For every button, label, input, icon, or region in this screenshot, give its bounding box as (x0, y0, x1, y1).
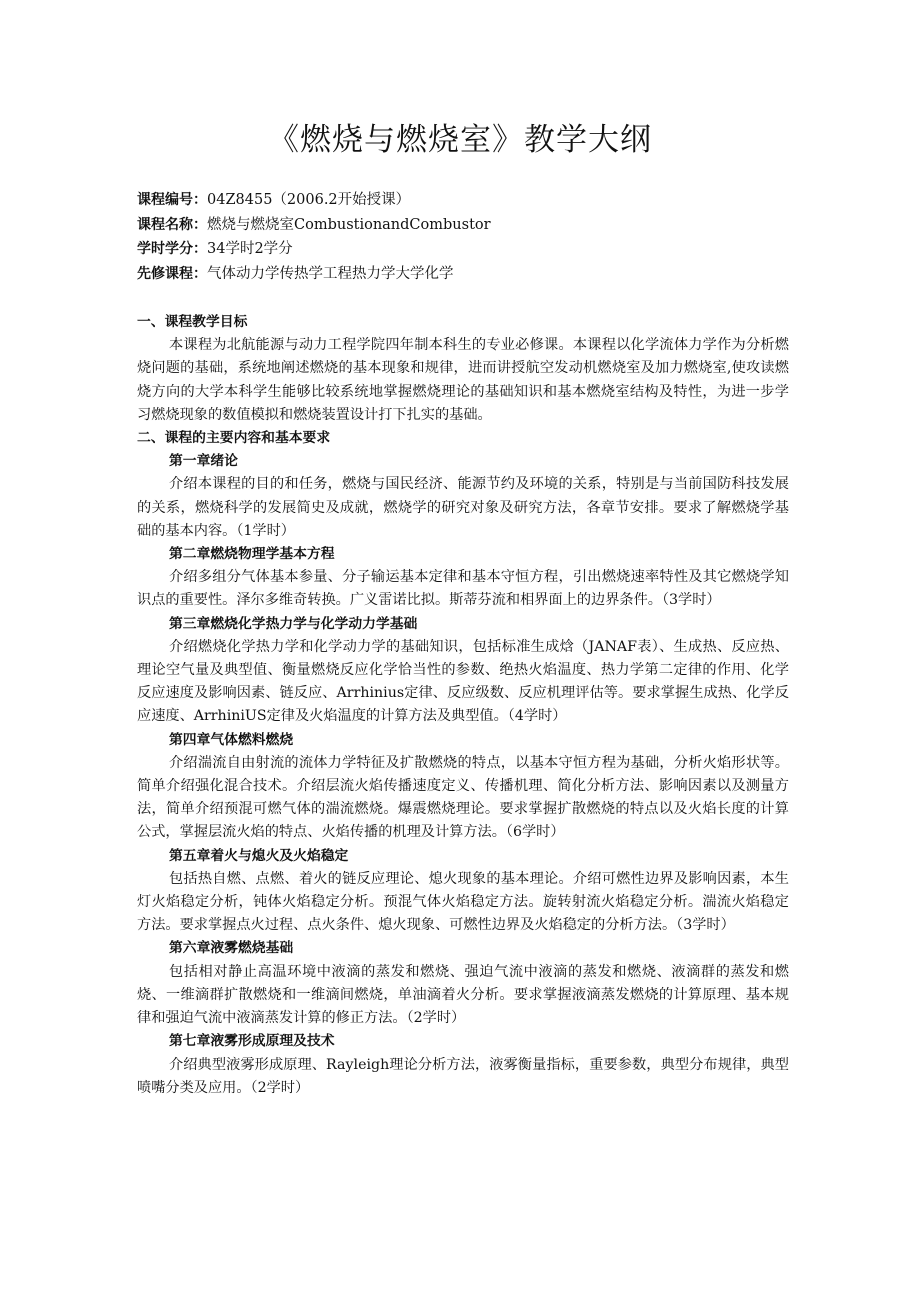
hours-row (137, 237, 797, 262)
chapter-7-text: 介绍典型液雾形成原理、Rayleigh理论分析方法，液雾衡量指标，重要参数，典型分布规律，典型喷嘴分类及应用。（2学时） (137, 1056, 789, 1096)
course-name-row (137, 213, 797, 238)
chapter-6-title: 第六章液雾燃烧基础 (169, 940, 294, 957)
chapter-3-text: 介绍燃烧化学热力学和化学动力学的基础知识，包括标准生成焓（JANAF表）、生成热、反应热、理论空气量及典型值、衡量燃烧反应化学恰当性的参数、绝热火焰温度、热力学第二定律的作用、化学反应速度及影响因素、链反应、Arrhinius定律、反应级数、反应机理评估等。要求掌握生成热、化学反应速度、ArrhiniUS定律及火焰温度的计算方法及典型值。（4学时） (137, 638, 789, 725)
page-title: 《燃烧与燃烧室》教学大纲 (268, 122, 652, 158)
prereq-label: 先修课程： (137, 265, 207, 282)
chapter-1-title: 第一章绪论 (169, 453, 238, 470)
chapter-2-text: 介绍多组分气体基本参量、分子输运基本定律和基本守恒方程，引出燃烧速率特性及其它燃烧学知识点的重要性。泽尔多维奇转换。广义雷诺比拟。斯蒂芬流和相界面上的边界条件。（3学时） (137, 569, 789, 609)
chapter-7-title: 第七章液雾形成原理及技术 (169, 1033, 335, 1050)
chapter-4-text: 介绍湍流自由射流的流体力学特征及扩散燃烧的特点，以基本守恒方程为基础，分析火焰形状等。简单介绍强化混合技术。介绍层流火焰传播速度定义、传播机理、简化分析方法、影响因素以及测量方法，简单介绍预混可燃气体的湍流燃烧。爆震燃烧理论。要求掌握扩散燃烧的特点以及火焰长度的计算公式，掌握层流火焰的特点、火焰传播的机理及计算方法。（6学时） (137, 754, 789, 841)
document-body (137, 311, 789, 1100)
hours-label: 学时学分： (137, 241, 207, 257)
chapter-1-text: 介绍本课程的目的和任务，燃烧与国民经济、能源节约及环境的关系，特别是与当前国防科技发展的关系，燃烧科学的发展简史及成就，燃烧学的研究对象及研究方法，各章节安排。要求了解燃烧学基础的基本内容。（1学时） (137, 476, 789, 539)
chapter-5-title: 第五章着火与熄火及火焰稳定 (169, 847, 349, 864)
course-name-value: 燃烧与燃烧室CombustionandCombustor (207, 216, 491, 233)
section-heading-objectives: 一、课程教学目标 (137, 314, 248, 330)
prereq-value: 气体动力学传热学工程热力学大学化学 (207, 265, 454, 282)
course-code-label: 课程编号： (137, 192, 207, 208)
course-code-value: 04Z8455（2006.2开始授课） (207, 192, 411, 208)
section-heading-content: 二、课程的主要内容和基本要求 (137, 430, 331, 447)
course-name-label: 课程名称： (137, 216, 207, 233)
course-code-row (137, 188, 797, 213)
chapter-6-text: 包括相对静止高温环境中液滴的蒸发和燃烧、强迫气流中液滴的蒸发和燃烧、液滴群的蒸发和燃烧、一维滴群扩散燃烧和一维滴间燃烧，单油滴着火分析。要求掌握液滴蒸发燃烧的计算原理、基本规律和强迫气流中液滴蒸发计算的修正方法。（2学时） (137, 963, 789, 1027)
chapter-3-title: 第三章燃烧化学热力学与化学动力学基础 (169, 615, 418, 632)
chapter-5-text: 包括热自燃、点燃、着火的链反应理论、熄火现象的基本理论。介绍可燃性边界及影响因素，本生灯火焰稳定分析，钝体火焰稳定分析。预混气体火焰稳定方法。旋转射流火焰稳定分析。湍流火焰稳定方法。要求掌握点火过程、点火条件、熄火现象、可燃性边界及火焰稳定的分析方法。（3学时） (137, 870, 789, 934)
prereq-row (137, 262, 797, 287)
course-meta (137, 188, 797, 286)
objectives-paragraph: 本课程为北航能源与动力工程学院四年制本科生的专业必修课。本课程以化学流体力学作为分析燃烧问题的基础，系统地阐述燃烧的基本现象和规律，进而讲授航空发动机燃烧室及加力燃烧室,使攻读燃烧方向的大学本科学生能够比较系统地掌握燃烧理论的基础知识和基本燃烧室结构及特性，为进一步学习燃烧现象的数值模拟和燃烧装置设计打下扎实的基础。 (137, 337, 789, 423)
hours-value: 34学时2学分 (207, 241, 293, 257)
chapter-2-title: 第二章燃烧物理学基本方程 (169, 546, 335, 563)
chapter-4-title: 第四章气体燃料燃烧 (169, 731, 294, 748)
